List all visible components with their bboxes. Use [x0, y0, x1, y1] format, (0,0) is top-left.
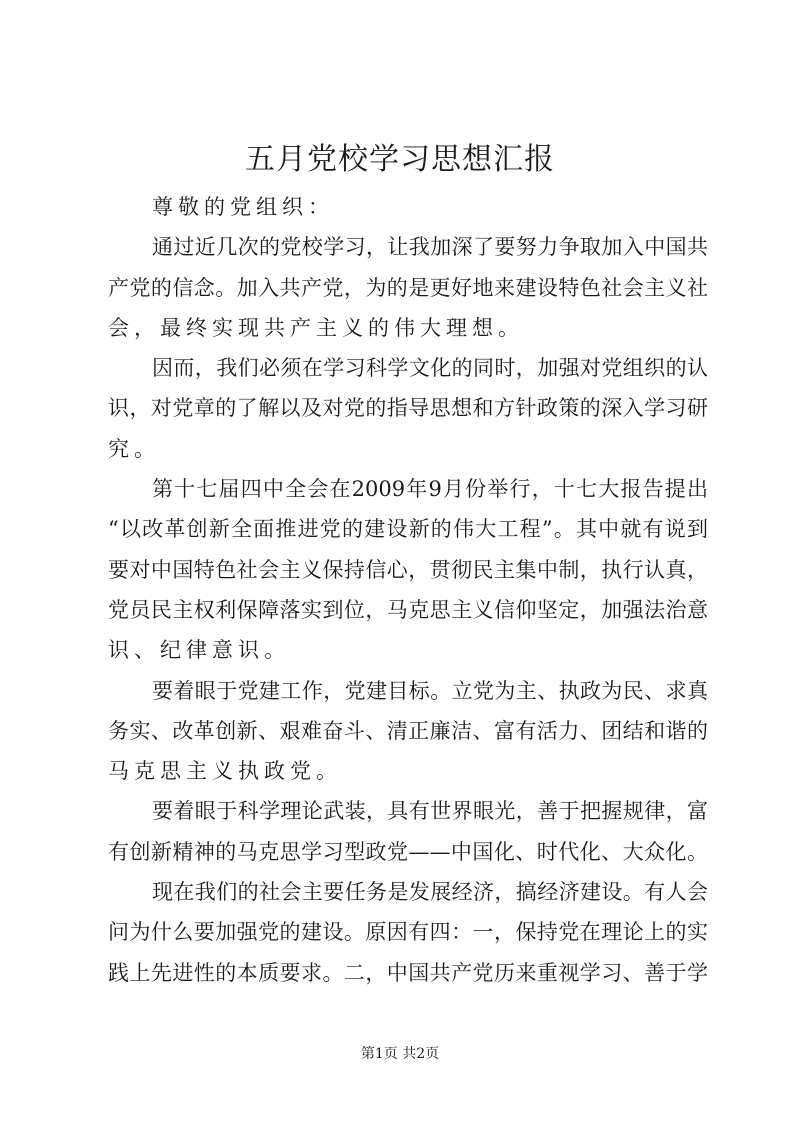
paragraph-4 [108, 671, 708, 792]
text-line: “以改革创新全面推进党的建设新的伟大工程”。其中就有说到 [108, 517, 708, 542]
text-line: 产党的信念。加入共产党，为的是更好地来建设特色社会主义社 [108, 275, 708, 300]
text-line: 务实、改革创新、艰难奋斗、清正廉洁、富有活力、团结和谐的 [108, 718, 708, 743]
text-line: 有创新精神的马克思学习型政党——中国化、时代化、大众化。 [108, 839, 708, 864]
paragraph-6 [108, 872, 708, 993]
paragraph-3 [108, 469, 708, 670]
text-line: 现在我们的社会主要任务是发展经济，搞经济建设。有人会 [152, 880, 708, 905]
text-line: 马克思主义执政党。 [108, 759, 342, 784]
text-line: 党员民主权利保障落实到位，马克思主义信仰坚定，加强法治意 [108, 597, 708, 622]
document-body [108, 187, 708, 993]
document-title: 五月党校学习思想汇报 [245, 142, 555, 177]
salutation [108, 187, 708, 227]
text-line: 尊敬的党组织： [152, 195, 334, 219]
paragraph-1 [108, 227, 708, 348]
text-line: 识，对党章的了解以及对党的指导思想和方针政策的深入学习研 [108, 396, 708, 421]
text-line: 第十七届四中全会在2009年9月份举行，十七大报告提出 [152, 477, 708, 502]
text-line: 要着眼于科学理论武装，具有世界眼光，善于把握规律，富 [152, 799, 708, 824]
text-line: 会，最终实现共产主义的伟大理想。 [108, 315, 524, 340]
paragraph-2 [108, 348, 708, 469]
text-line: 要着眼于党建工作，党建目标。立党为主、执政为民、求真 [152, 678, 708, 703]
text-line: 因而，我们必须在学习科学文化的同时，加强对党组织的认 [152, 356, 708, 381]
text-line: 问为什么要加强党的建设。原因有四：一，保持党在理论上的实 [108, 920, 708, 945]
text-line: 究。 [108, 436, 160, 461]
text-line: 要对中国特色社会主义保持信心，贯彻民主集中制，执行认真， [108, 557, 708, 582]
page-footer: 第1页 共2页 [360, 1046, 440, 1062]
text-line: 践上先进性的本质要求。二，中国共产党历来重视学习、善于学 [108, 960, 708, 985]
paragraph-5 [108, 791, 708, 872]
text-line: 通过近几次的党校学习，让我加深了要努力争取加入中国共 [152, 235, 708, 260]
text-line: 识、纪律意识。 [108, 638, 290, 663]
